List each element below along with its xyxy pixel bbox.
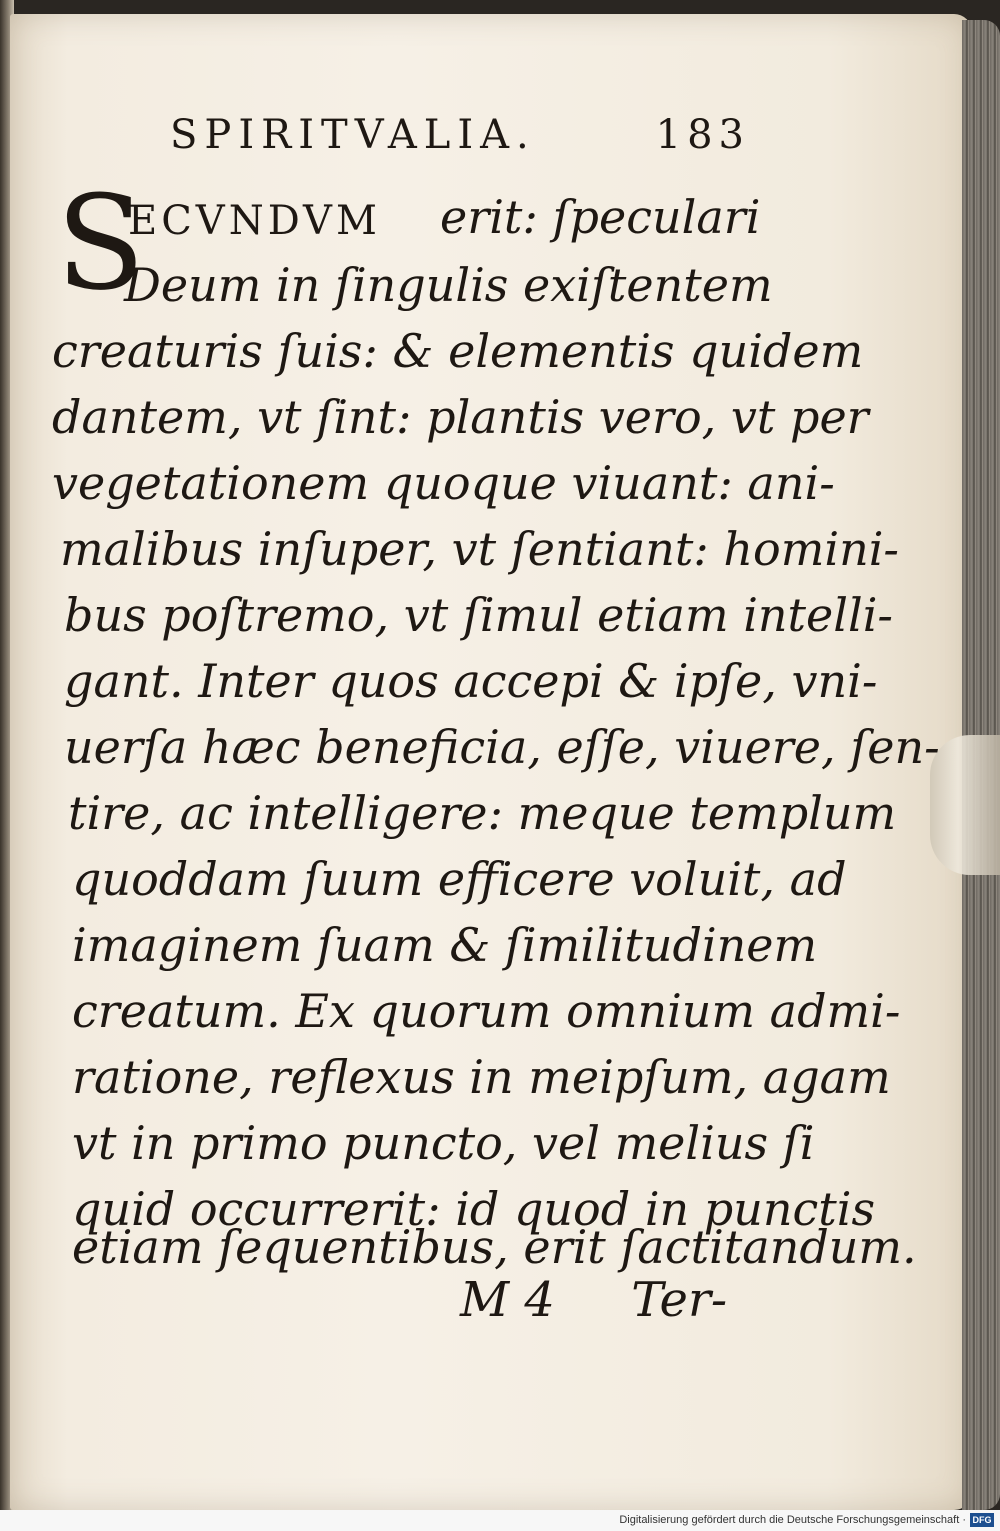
text-line: erit: ſpeculari: [440, 190, 761, 244]
text-line: vt in primo puncto, vel melius ſi: [72, 1116, 815, 1170]
dfg-logo: DFG: [970, 1513, 994, 1527]
page-number: 183: [655, 112, 750, 158]
text-line: tire, ac intelligere: meque templum: [68, 786, 897, 840]
text-line: bus poſtremo, vt ſimul etiam intelli-: [64, 588, 893, 642]
text-line: Deum in ſingulis exiſtentem: [124, 258, 773, 312]
text-line: dantem, vt ſint: plantis vero, vt per: [52, 390, 869, 444]
text-line: quid occurrerit: id quod in punctis: [72, 1182, 876, 1236]
page-footer: [460, 1272, 760, 1328]
text-line: gant. Inter quos accepi & ipſe, vni-: [64, 654, 878, 708]
signature-mark: M 4: [460, 1272, 555, 1328]
text-line: quoddam ſuum efficere voluit, ad: [72, 852, 847, 906]
text-line: creaturis ſuis: & elementis quidem: [52, 324, 864, 378]
text-line: etiam ſequentibus, erit ſactitandum.: [72, 1220, 917, 1274]
drop-capital: S: [56, 167, 146, 319]
text-line: uerſa hæc beneficia, eſſe, viuere, ſen-: [64, 720, 940, 774]
text-line: ECVNDVM: [128, 198, 381, 244]
book-clasp: [930, 735, 1000, 875]
credit-bar: [0, 1510, 1000, 1531]
credit-text: Digitalisierung gefördert durch die Deutsche Forschungsgemeinschaft ·: [619, 1514, 966, 1526]
text-line: imaginem ſuam & ſimilitudinem: [72, 918, 818, 972]
running-header: [170, 112, 750, 158]
text-line: malibus inſuper, vt ſentiant: homini-: [60, 522, 899, 576]
running-title: SPIRITVALIA.: [170, 112, 536, 158]
text-line: creatum. Ex quorum omnium admi-: [72, 984, 901, 1038]
text-line: ratione, reflexus in meipſum, agam: [72, 1050, 891, 1104]
text-line: vegetationem quoque viuant: ani-: [52, 456, 835, 510]
catchword: Ter-: [631, 1272, 728, 1328]
